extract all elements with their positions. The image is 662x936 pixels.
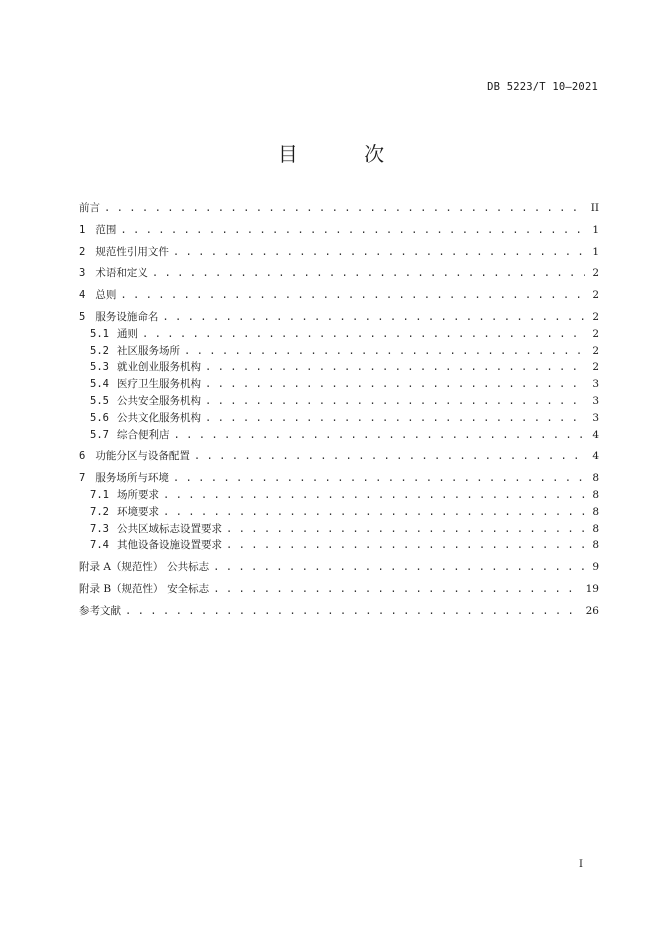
toc-entry-number: 2 [79, 245, 86, 258]
toc-entry[interactable] [79, 244, 599, 261]
toc-entry[interactable] [79, 222, 599, 239]
toc-entry-page: 3 [592, 411, 599, 424]
toc-entry-number: 3 [79, 267, 86, 280]
toc-entry-number: 7 [79, 472, 86, 485]
toc-entry-title: 综合便利店 [116, 428, 170, 441]
toc-entry[interactable] [79, 487, 599, 504]
toc-entry-number: 1 [79, 223, 86, 236]
toc-entry-title: 就业创业服务机构 [116, 361, 201, 374]
toc-dot-leader [173, 427, 585, 444]
toc-entry-page: 2 [592, 267, 599, 280]
toc-dot-leader [205, 359, 585, 376]
toc-entry-page: 2 [592, 327, 599, 340]
toc-dot-leader [163, 487, 585, 504]
toc-entry-page: II [590, 202, 599, 214]
toc-entry-page: 4 [592, 428, 599, 441]
toc-dot-leader [205, 376, 585, 393]
toc-dot-leader [125, 603, 582, 620]
toc-entry-page: 1 [592, 245, 599, 258]
toc-entry[interactable] [79, 343, 599, 360]
toc-entry-number: 5.6 [90, 411, 109, 424]
toc-entry-page: 9 [592, 561, 599, 574]
page-number: I [579, 859, 583, 870]
toc-entry-number: 5.1 [90, 327, 109, 340]
toc-entry-number: 5.4 [90, 378, 109, 391]
toc-entry-title: 前言 [79, 202, 100, 214]
toc-entry-page: 2 [592, 310, 599, 323]
toc-entry-title: 场所要求 [116, 488, 159, 501]
toc-entry-subtitle: 公共标志 [167, 561, 210, 574]
toc-entry[interactable] [79, 200, 599, 217]
toc-dot-leader [213, 581, 581, 598]
toc-dot-leader [120, 222, 585, 239]
toc-dot-leader [152, 265, 585, 282]
toc-entry-page: 8 [592, 522, 599, 535]
toc-dot-leader [226, 521, 585, 538]
toc-dot-leader [173, 244, 585, 261]
toc-entry-number: 7.4 [90, 539, 109, 552]
toc-dot-leader [205, 410, 585, 427]
toc-entry-number: 7.2 [90, 505, 109, 518]
toc-dot-leader [162, 309, 585, 326]
toc-entry-title: 附录 A（规范性） [79, 561, 164, 574]
toc-entry-number: 5.7 [90, 428, 109, 441]
toc-entry-number: 5.2 [90, 344, 109, 357]
toc-dot-leader [163, 504, 585, 521]
toc-entry-title: 附录 B（规范性） [79, 582, 164, 595]
toc-entry-title: 功能分区与设备配置 [95, 450, 190, 463]
toc-entry-page: 8 [592, 539, 599, 552]
toc-dot-leader [120, 287, 585, 304]
toc-entry-page: 2 [592, 344, 599, 357]
toc-dot-leader [226, 537, 585, 554]
toc-entry-number: 7.3 [90, 522, 109, 535]
toc-entry[interactable] [79, 359, 599, 376]
toc-dot-leader [184, 343, 585, 360]
toc-dot-leader [142, 326, 585, 343]
toc-entry[interactable] [79, 581, 599, 598]
toc-entry[interactable] [79, 427, 599, 444]
toc-entry[interactable] [79, 410, 599, 427]
toc-entry-page: 8 [592, 472, 599, 485]
toc-entry-number: 5.3 [90, 361, 109, 374]
toc-entry-title: 公共安全服务机构 [116, 394, 201, 407]
toc-entry-number: 4 [79, 289, 86, 302]
toc-entry-page: 26 [585, 604, 599, 617]
toc-entry-title: 服务场所与环境 [95, 472, 169, 485]
toc-dot-leader [205, 393, 585, 410]
toc-entry-page: 8 [592, 505, 599, 518]
toc-entry[interactable] [79, 470, 599, 487]
toc-entry-title: 通则 [116, 327, 138, 340]
toc-entry-number: 6 [79, 450, 86, 463]
toc-entry-number: 5.5 [90, 394, 109, 407]
toc-entry-page: 2 [592, 361, 599, 374]
toc-entry-page: 1 [592, 223, 599, 236]
table-of-contents [79, 200, 599, 620]
document-code: DB 5223/T 10—2021 [487, 81, 598, 93]
toc-entry[interactable] [79, 603, 599, 620]
toc-entry-title: 公共文化服务机构 [116, 411, 201, 424]
toc-entry-title: 总则 [95, 289, 117, 302]
toc-dot-leader [194, 448, 585, 465]
toc-entry-title: 参考文献 [79, 604, 121, 617]
toc-entry-title: 医疗卫生服务机构 [116, 378, 201, 391]
toc-entry-page: 4 [592, 450, 599, 463]
toc-entry-page: 8 [592, 488, 599, 501]
toc-entry[interactable] [79, 287, 599, 304]
toc-entry-title: 服务设施命名 [95, 310, 159, 323]
toc-entry-number: 5 [79, 310, 86, 323]
toc-entry[interactable] [79, 521, 599, 538]
toc-dot-leader [104, 200, 585, 217]
toc-entry-title: 术语和定义 [95, 267, 148, 280]
toc-entry-page: 2 [592, 289, 599, 302]
toc-entry[interactable] [79, 448, 599, 465]
toc-entry-page: 3 [592, 394, 599, 407]
toc-entry[interactable] [79, 376, 599, 393]
page-title: 目 次 [277, 142, 415, 166]
toc-entry-page: 19 [585, 582, 599, 595]
toc-entry[interactable] [79, 504, 599, 521]
toc-entry-subtitle: 安全标志 [167, 582, 210, 595]
toc-entry-page: 3 [592, 378, 599, 391]
toc-entry[interactable] [79, 326, 599, 343]
toc-entry[interactable] [79, 559, 599, 576]
toc-dot-leader [213, 559, 585, 576]
toc-entry-title: 公共区域标志设置要求 [116, 522, 222, 535]
toc-dot-leader [173, 470, 585, 487]
toc-entry-title: 其他设备设施设置要求 [116, 539, 222, 552]
toc-entry[interactable] [79, 537, 599, 554]
toc-entry-title: 环境要求 [116, 505, 159, 518]
toc-entry-title: 社区服务场所 [116, 344, 180, 357]
toc-entry-title: 范围 [95, 223, 117, 236]
toc-entry[interactable] [79, 265, 599, 282]
toc-entry-number: 7.1 [90, 488, 109, 501]
toc-entry[interactable] [79, 309, 599, 326]
toc-entry-title: 规范性引用文件 [95, 245, 169, 258]
toc-entry[interactable] [79, 393, 599, 410]
